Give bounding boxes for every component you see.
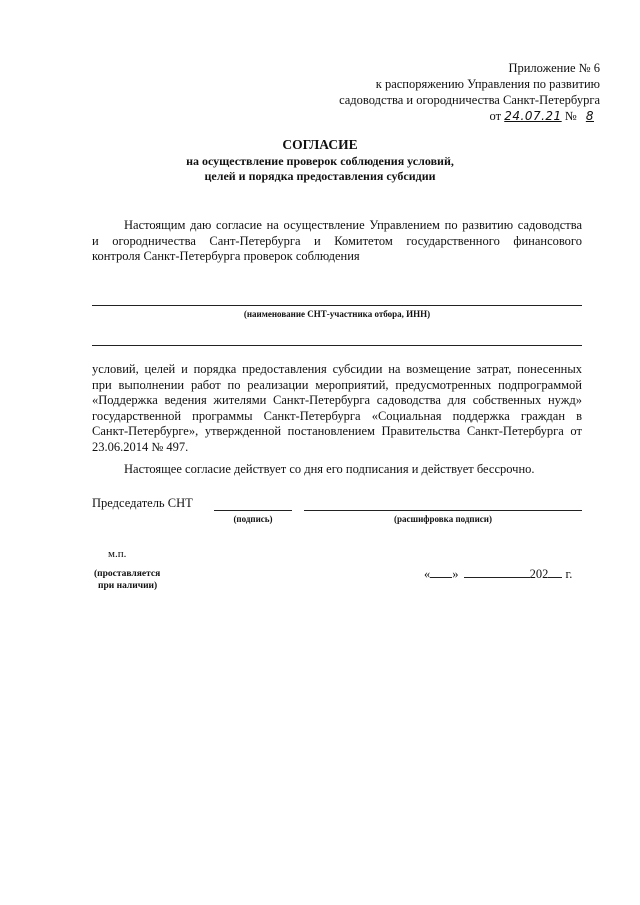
signature-role: Председатель СНТ — [92, 496, 193, 510]
snt-name-field-line-2[interactable] — [92, 345, 582, 346]
month-blank[interactable] — [464, 567, 530, 578]
signature-caption: (подпись) — [233, 514, 273, 524]
signature-decode-field-line[interactable] — [304, 510, 582, 511]
body-line: условий, целей и порядка предоставления субсидии на возмещение затрат, понесенных — [92, 362, 582, 376]
date-fill-line — [424, 567, 572, 582]
signature-decode-caption: (расшифровка подписи) — [394, 514, 492, 524]
body-line: 23.06.2014 № 497. — [92, 439, 189, 454]
date-prefix: от — [489, 109, 502, 123]
stamp-label: м.п. — [108, 548, 127, 560]
appendix-date-line — [490, 108, 600, 124]
stamp-note-2: при наличии) — [98, 581, 158, 591]
snt-name-field-line[interactable] — [92, 305, 582, 306]
year-suffix: г. — [565, 567, 573, 581]
document-subtitle-1: на осуществление проверок соблюдения условий, — [186, 154, 454, 168]
date-open-quote: « — [424, 567, 431, 581]
validity-statement: Настоящее согласие действует со дня его подписания и действует бессрочно. — [124, 462, 535, 476]
appendix-order-ref: к распоряжению Управления по развитию — [375, 77, 600, 91]
intro-line: и огородничества Сант-Петербурга и Комитетом государственного финансового — [92, 233, 582, 248]
body-line: государственной программы Санкт-Петербурга «Социальная поддержка граждан в — [92, 408, 582, 423]
stamp-note-1: (проставляется — [94, 569, 161, 579]
year-blank[interactable] — [548, 567, 562, 578]
appendix-department: садоводства и огородничества Санкт-Петербурга — [339, 93, 600, 107]
handwritten-date: 24.07.21 — [504, 109, 562, 123]
snt-name-caption: (наименование СНТ-участника отбора, ИНН) — [243, 309, 431, 319]
signature-field-line[interactable] — [214, 510, 292, 511]
handwritten-number: 8 — [585, 109, 594, 123]
appendix-number: Приложение № 6 — [508, 61, 600, 75]
document-title: СОГЛАСИЕ — [282, 137, 358, 152]
intro-line: контроля Санкт-Петербурга проверок соблюдения — [92, 249, 360, 263]
body-line: при выполнении работ по реализации мероприятий, предусмотренных подпрограммой — [92, 377, 582, 392]
year-prefix: 202 — [529, 567, 549, 581]
day-blank[interactable] — [430, 567, 452, 578]
body-line: «Поддержка ведения жителями Санкт-Петербурга садоводства для собственных нужд» — [92, 393, 582, 407]
body-paragraph — [92, 362, 582, 455]
intro-paragraph — [92, 218, 582, 265]
intro-line: Настоящим даю согласие на осуществление Управлением по развитию садоводства — [124, 218, 582, 232]
number-sign: № — [564, 109, 577, 123]
body-line: Санкт-Петербурге», утвержденной постановлением Правительства Санкт-Петербурга от — [92, 424, 582, 438]
date-close-quote: » — [452, 567, 459, 581]
document-subtitle-2: целей и порядка предоставления субсидии — [204, 169, 436, 183]
